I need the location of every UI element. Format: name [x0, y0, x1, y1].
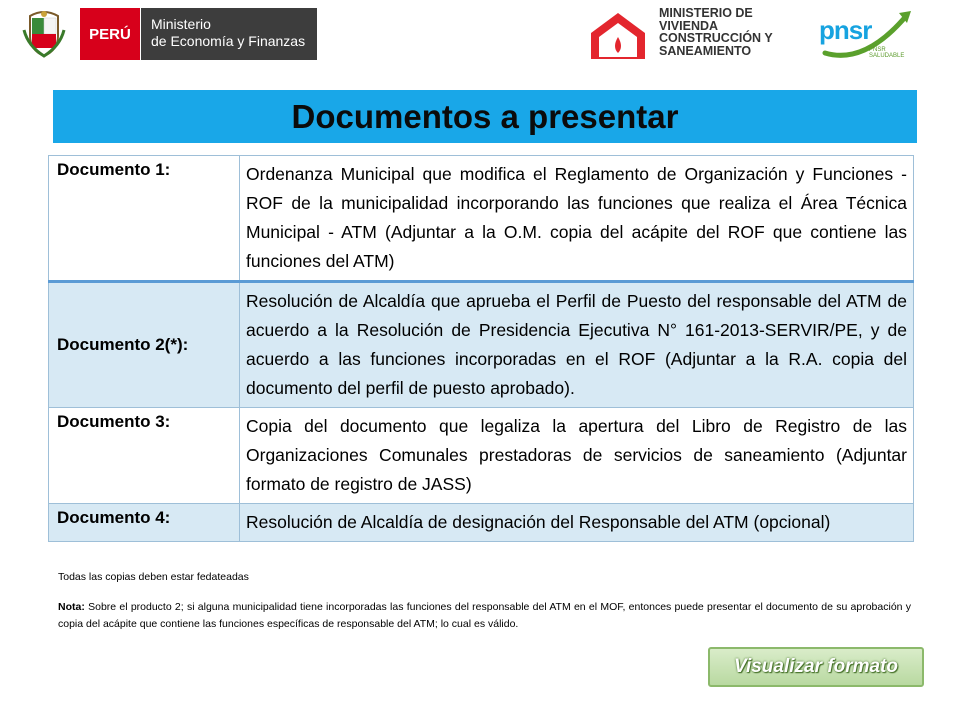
- house-logo-icon: [585, 7, 651, 61]
- pnsr-sub-label: PNSR SALUDABLE: [869, 47, 905, 59]
- coat-of-arms-icon: [22, 10, 66, 58]
- nota-paragraph: [58, 599, 911, 633]
- document-description: Resolución de Alcaldía que aprueba el Perfil de Puesto del responsable del ATM de acuerdo a la Resolución de Presidencia Ejecutiva N° 161-2013-SERVIR/PE, y de acuerdo a las funciones incorporadas en el ROF (Adjuntar a la R.A. copia del documento del perfil de puesto aprobado).: [240, 282, 914, 408]
- visualizar-formato-button[interactable]: Visualizar formato: [708, 647, 924, 687]
- table-row: [49, 156, 914, 282]
- ministry-line-1: Ministerio: [151, 16, 211, 32]
- table-row: [49, 408, 914, 504]
- table-row: [49, 282, 914, 408]
- vivienda-line-4: SANEAMIENTO: [659, 43, 752, 58]
- documents-table: [48, 155, 914, 542]
- page-title: Documentos a presentar: [291, 97, 679, 135]
- document-label: Documento 4:: [49, 504, 240, 542]
- document-label: Documento 2(*):: [49, 282, 240, 408]
- title-banner: [53, 90, 917, 143]
- copies-note: Todas las copias deben estar fedateadas: [58, 571, 249, 583]
- table-row: [49, 504, 914, 542]
- document-label: Documento 1:: [49, 156, 240, 282]
- nota-text: Sobre el producto 2; si alguna municipalidad tiene incorporadas las funciones del responsable del ATM en el MOF, entonces puede presentar el documento de su aprobación y copia del acápite que contiene las funciones específicas de responsable del ATM; lo cual es válido.: [58, 601, 911, 630]
- mef-logo: [22, 8, 306, 60]
- peru-label: PERÚ: [80, 8, 140, 60]
- vivienda-logo: [585, 7, 807, 61]
- document-description: Ordenanza Municipal que modifica el Reglamento de Organización y Funciones - ROF de la municipalidad incorporando las funciones que realiza el Área Técnica Municipal - ATM (Adjuntar a la O.M. copia del acápite del ROF que contiene las funciones del ATM): [240, 156, 914, 282]
- pnsr-label: pnsr: [819, 15, 872, 45]
- vivienda-text: [659, 7, 773, 57]
- vivienda-line-2: VIVIENDA: [659, 18, 719, 33]
- document-label: Documento 3:: [49, 408, 240, 504]
- pnsr-logo: [815, 7, 915, 61]
- ministry-line-2: de Economía y Finanzas: [151, 33, 306, 49]
- nota-label: Nota:: [58, 601, 85, 613]
- ministry-name: [141, 8, 317, 60]
- vivienda-line-1: MINISTERIO DE: [659, 6, 753, 20]
- document-description: Copia del documento que legaliza la apertura del Libro de Registro de las Organizaciones Comunales prestadoras de servicios de saneamiento (Adjuntar formato de registro de JASS): [240, 408, 914, 504]
- document-description: Resolución de Alcaldía de designación del Responsable del ATM (opcional): [240, 504, 914, 542]
- vivienda-line-3: CONSTRUCCIÓN Y: [659, 31, 773, 45]
